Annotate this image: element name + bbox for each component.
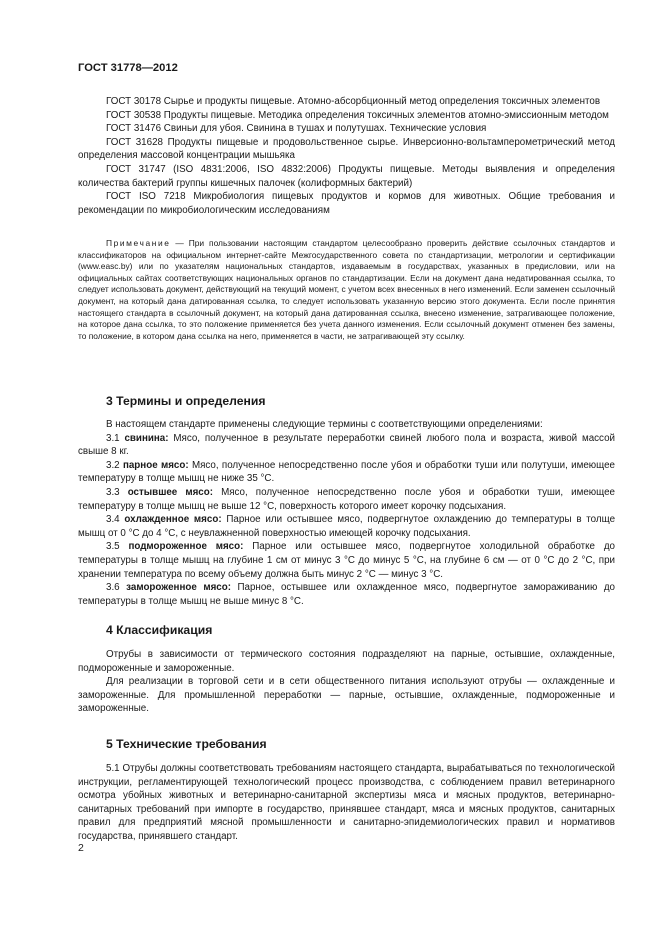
term-definition: 3.6 замороженное мясо: Парное, остывшее или охлажденное мясо, подвергнутое замораживанию до температуры в толще мышц не выше минус 8 °С.	[78, 582, 616, 607]
paragraph: 5.1 Отрубы должны соответствовать требованиям настоящего стандарта, вырабатываться по технологической инструкции, регламентирующей технологический процесс производства, с соблюдением правил ветеринарного осмотра убойных животных и ветеринарно-санитарной экспертизы мяса и мясных продуктов, ветеринарно-санитарных требований при импорте в государство, принявшее стандарт, мяса и мясных продуктов, санитарных правил для предприятий мясной промышленности и санитарно-эпидемиологических правил и нормативов государства, принявшего стандарт.	[78, 763, 615, 842]
normative-references	[78, 95, 615, 217]
term-definition: 3.3 остывшее мясо: Мясо, полученное непосредственно после убоя и обработки туши, имеющее температуру в толще мышц не выше 12 °С, поверхность которого имеет корочку подсыхания.	[78, 486, 615, 512]
reference-item: ГОСТ 30538 Продукты пищевые. Методика определения токсичных элементов атомно-эмиссионным методом	[106, 109, 609, 121]
term-name: остывшее мясо:	[127, 486, 213, 498]
term-name: парное мясо:	[122, 459, 189, 471]
term-name: замороженное мясо:	[126, 582, 231, 594]
note-text: — При пользовании настоящим стандартом целесообразно проверить действие ссылочных стандартов и классификаторов на официальном интернет-сайте Межгосударственного совета по стандартизации, метрологии и сертификации (www.easc.by) или по указателям национальных стандартов, издаваемым в государствах, указанных в предисловии, или на официальных сайтах соответствующих национальных органов по стандартизации. Если на документ дана недатированная ссылка, то следует использовать документ, действующий на текущий момент, с учетом всех внесенных в него изменений. Если заменен ссылочный документ, на который дана датированная ссылка, то следует использовать указанную версию этого документа. Если после принятия настоящего стандарта в ссылочный документ, на который дана датированная ссылка, внесено изменение, затрагивающее положение, на которое дана ссылка, то это положение применяется без учета данного изменения. Если ссылочный документ отменен без замены, то положение, в котором дана ссылка на него, применяется в части, не затрагивающей эту ссылку.	[78, 238, 615, 341]
paragraph: Для реализации в торговой сети и в сети общественного питания используют отрубы — охлажденные и замороженные. Для промышленной переработки — парные, остывшие, охлажденные, подмороженные и замороженные.	[78, 676, 615, 715]
term-name: подмороженное мясо:	[128, 541, 244, 553]
document-header: ГОСТ 31778—2012	[78, 62, 178, 74]
reference-item: ГОСТ 31476 Свиньи для убоя. Свинина в тушах и полутушах. Технические условия	[106, 123, 487, 135]
section-5-body	[78, 762, 615, 844]
term-definition: 3.1 свинина: Мясо, полученное в результате переработки свиней любого пола и возраста, живой массой свыше 8 кг.	[78, 432, 615, 458]
section-3-heading: 3 Термины и определения	[106, 394, 266, 408]
page-number: 2	[78, 842, 84, 854]
term-name: охлажденное мясо:	[124, 514, 222, 526]
section-5-heading: 5 Технические требования	[106, 737, 267, 751]
reference-item: ГОСТ 30178 Сырье и продукты пищевые. Атомно-абсорбционный метод определения токсичных элементов	[106, 96, 601, 107]
section-3-body	[78, 418, 615, 608]
reference-item: ГОСТ 31628 Продукты пищевые и продовольственное сырье. Инверсионно-вольтамперометрический метод определения массовой концентрации мышьяка	[78, 136, 615, 162]
term-name: свинина:	[124, 432, 169, 444]
section-4-body	[78, 648, 615, 716]
note-label: Примечание	[106, 238, 171, 248]
section-3-intro: В настоящем стандарте применены следующие термины с соответствующими определениями:	[106, 419, 543, 430]
section-4-heading: 4 Классификация	[106, 623, 213, 637]
paragraph: Отрубы в зависимости от термического состояния подразделяют на парные, остывшие, охлажденные, подмороженные и замороженные.	[78, 649, 615, 674]
term-definition: 3.2 парное мясо: Мясо, полученное непосредственно после убоя и обработки туши или полутуши, имеющее температуру в толще мышц не ниже 35 °С.	[78, 459, 615, 485]
term-definition: 3.5 подмороженное мясо: Парное или остывшее мясо, подвергнутое холодильной обработке до температуры в толще мышц на глубине 1 см от минус 3 °С до минус 5 °С, на глубине 6 см — от 0 °С до 2 °С, при хранении температура по всему объему должна быть минус 2 °С — минус 3 °С.	[78, 541, 615, 580]
reference-item: ГОСТ ISO 7218 Микробиология пищевых продуктов и кормов для животных. Общие требования и рекомендации по микробиологическим исследованиям	[78, 191, 615, 216]
reference-item: ГОСТ 31747 (ISO 4831:2006, ISO 4832:2006) Продукты пищевые. Методы выявления и определения количества бактерий группы кишечных палочек (колиформных бактерий)	[78, 163, 615, 189]
note-block	[78, 238, 615, 342]
term-definition: 3.4 охлажденное мясо: Парное или остывшее мясо, подвергнутое охлаждению до температуры в толще мышц от 0 °С до 4 °С, с неувлажненной поверхностью имеющей корочку подсыхания.	[78, 514, 616, 539]
